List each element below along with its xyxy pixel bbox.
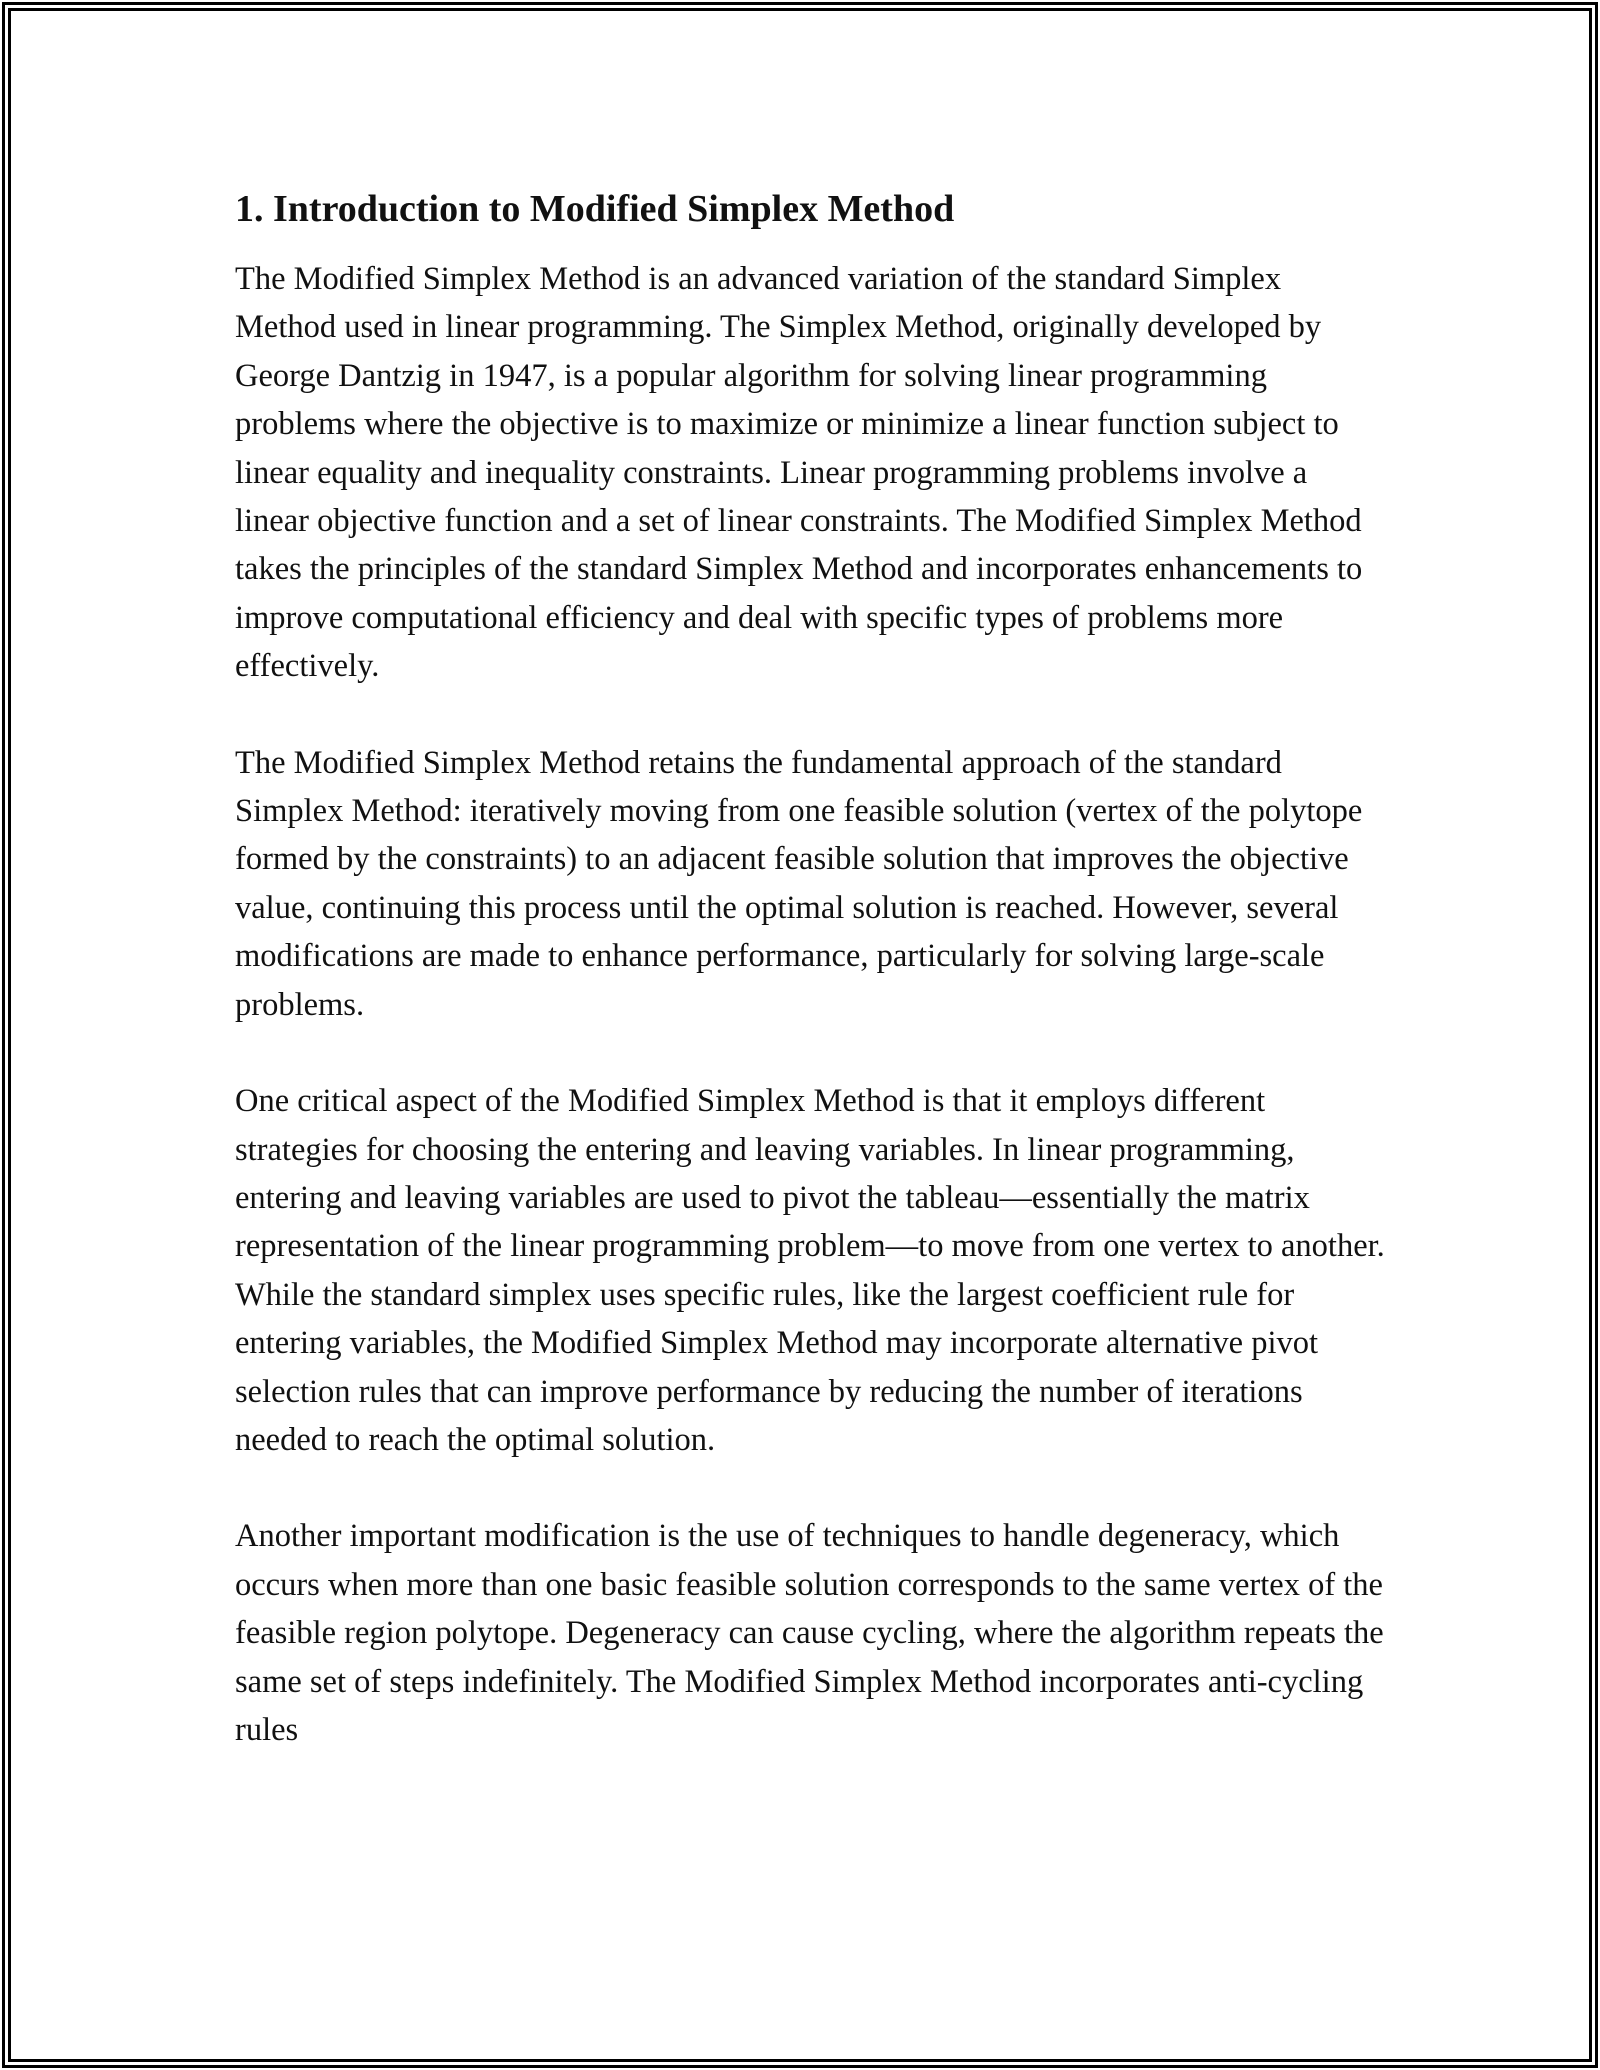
section-heading: 1. Introduction to Modified Simplex Method <box>235 188 955 230</box>
paragraph-intro: The Modified Simplex Method is an advanced variation of the standard Simplex Method used in linear programming. The Simplex Method, originally developed by George Dantzig in 1947, is a popular algorithm for solving linear programming problems where the objective is to maximize or minimize a linear function subject to linear equality and inequality constraints. Linear programming problems involve a linear objective function and a set of linear constraints. The Modified Simplex Method takes the principles of the standard Simplex Method and incorporates enhancements to improve computational efficiency and deal with specific types of problems more effectively. <box>235 261 1363 685</box>
paragraph-degeneracy: Another important modification is the use of techniques to handle degeneracy, which occurs when more than one basic feasible solution corresponds to the same vertex of the feasible region polytope. Degeneracy can cause cycling, where the algorithm repeats the same set of steps indefinitely. The Modified Simplex Method incorporates anti-cycling rules <box>235 1518 1384 1748</box>
document-body <box>235 185 1385 1802</box>
paragraph-approach: The Modified Simplex Method retains the fundamental approach of the standard Simplex Method: iteratively moving from one feasible solution (vertex of the polytope formed by the constraints) to an adjacent feasible solution that improves the objective value, continuing this process until the optimal solution is reached. However, several modifications are made to enhance performance, particularly for solving large-scale problems. <box>235 744 1363 1023</box>
paragraph-pivot-rules: One critical aspect of the Modified Simplex Method is that it employs different strategies for choosing the entering and leaving variables. In linear programming, entering and leaving variables are used to pivot the tableau—essentially the matrix representation of the linear programming problem—to move from one vertex to another. While the standard simplex uses specific rules, like the largest coefficient rule for entering variables, the Modified Simplex Method may incorporate alternative pivot selection rules that can improve performance by reducing the number of iterations needed to reach the optimal solution. <box>235 1083 1385 1458</box>
